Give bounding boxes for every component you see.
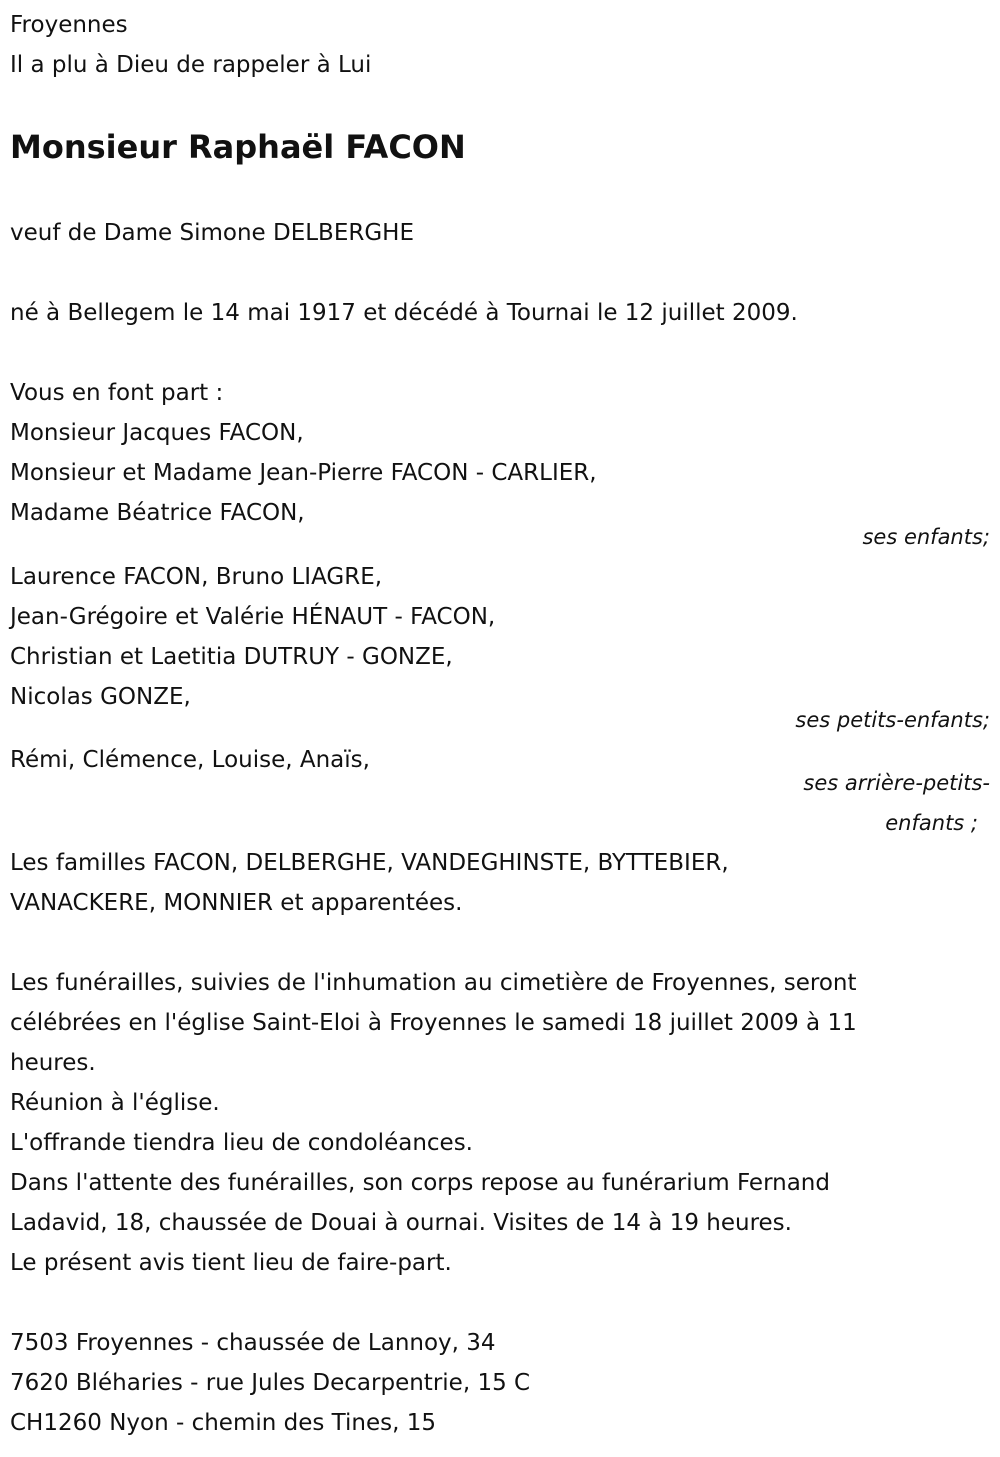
grandchildren-label: ses petits-enfants; xyxy=(795,708,990,732)
place: Froyennes xyxy=(10,12,128,38)
address-line: 7503 Froyennes - chaussée de Lannoy, 34 xyxy=(10,1330,496,1356)
great-grandchild-line: Rémi, Clémence, Louise, Anaïs, xyxy=(10,747,370,773)
address-line: 7620 Bléharies - rue Jules Decarpentrie, 15 C xyxy=(10,1370,531,1396)
intro-text: Il a plu à Dieu de rappeler à Lui xyxy=(10,52,372,78)
grandchild-line: Nicolas GONZE, xyxy=(10,684,191,710)
families-line: Les familles FACON, DELBERGHE, VANDEGHINSTE, BYTTEBIER, xyxy=(10,850,729,876)
details-line: L'offrande tiendra lieu de condoléances. xyxy=(10,1130,473,1156)
birth-death-text: né à Bellegem le 14 mai 1917 et décédé à Tournai le 12 juillet 2009. xyxy=(10,300,798,326)
details-line: Le présent avis tient lieu de faire-part. xyxy=(10,1250,452,1276)
great-grandchildren-label: ses arrière-petits- xyxy=(803,771,990,795)
grandchild-line: Christian et Laetitia DUTRUY - GONZE, xyxy=(10,644,453,670)
families-line: VANACKERE, MONNIER et apparentées. xyxy=(10,890,463,916)
child-line: Monsieur Jacques FACON, xyxy=(10,420,304,446)
details-line: Les funérailles, suivies de l'inhumation au cimetière de Froyennes, seront xyxy=(10,970,857,996)
details-line: célébrées en l'église Saint-Eloi à Froyennes le samedi 18 juillet 2009 à 11 xyxy=(10,1010,857,1036)
details-line: heures. xyxy=(10,1050,96,1076)
grandchild-line: Laurence FACON, Bruno LIAGRE, xyxy=(10,564,383,590)
details-line: Réunion à l'église. xyxy=(10,1090,220,1116)
child-line: Madame Béatrice FACON, xyxy=(10,500,305,526)
details-line: Ladavid, 18, chaussée de Douai à ournai. Visites de 14 à 19 heures. xyxy=(10,1210,792,1236)
deceased-name: Monsieur Raphaël FACON xyxy=(10,128,466,166)
details-line: Dans l'attente des funérailles, son corps repose au funérarium Fernand xyxy=(10,1170,830,1196)
address-line: CH1260 Nyon - chemin des Tines, 15 xyxy=(10,1410,437,1436)
announcers-intro: Vous en font part : xyxy=(10,380,224,406)
widower-text: veuf de Dame Simone DELBERGHE xyxy=(10,220,414,246)
children-label: ses enfants; xyxy=(862,525,990,549)
child-line: Monsieur et Madame Jean-Pierre FACON - CARLIER, xyxy=(10,460,597,486)
great-grandchildren-label-cont: enfants ; xyxy=(885,811,978,835)
grandchild-line: Jean-Grégoire et Valérie HÉNAUT - FACON, xyxy=(10,604,496,630)
